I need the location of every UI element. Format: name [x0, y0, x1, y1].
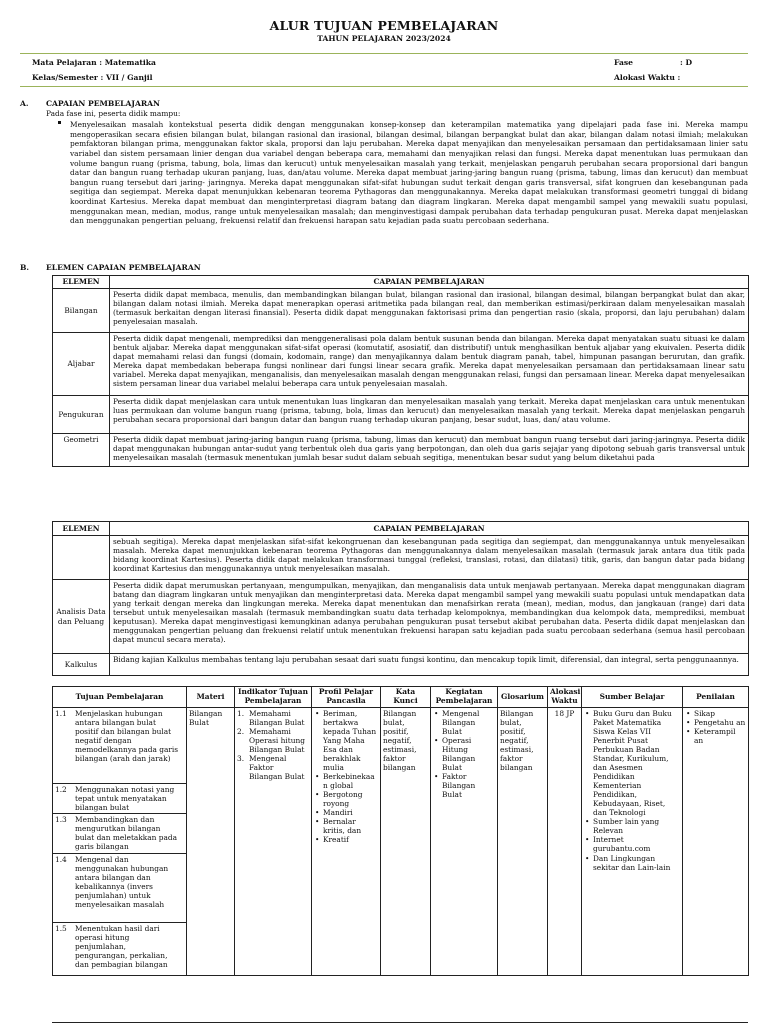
- tujuan-text: Mengenal dan menggunakan hubungan antara bilangan dan kebalikannya (invers penjumlahan) untuk menyelesaikan masalah: [75, 855, 169, 910]
- tujuan-row: [53, 708, 186, 784]
- tujuan-text: Menjelaskan hubungan antara bilangan bulat positif dan bilangan bulat negatif dengan memodelkannya pada garis bilangan (arah dan jarak): [75, 709, 179, 764]
- kegiatan-item: • Operasi Hitung Bilangan Bulat: [433, 736, 495, 772]
- capaian-header-2: CAPAIAN PEMBELAJARAN: [110, 522, 749, 536]
- profil-item: • Beriman, bertakwa kepada Tuhan Yang Maha Esa dan berakhlak mulia: [314, 709, 378, 772]
- elemen-geometri-cont: [53, 536, 110, 580]
- tp-header-profil: Profil Pelajar Pancasila: [312, 687, 381, 708]
- capaian-header: CAPAIAN PEMBELAJARAN: [110, 276, 749, 289]
- fase-value: : D: [680, 58, 693, 67]
- tujuan-row: [53, 854, 186, 923]
- square-bullet-icon: [58, 121, 61, 124]
- elemen-analisis-data: Analisis Data dan Peluang: [53, 580, 110, 654]
- tujuan-text: Membandingkan dan mengurutkan bilangan bulat dan meletakkan pada garis bilangan: [75, 815, 178, 852]
- penilaian-item: • Pengetahu an: [685, 718, 746, 727]
- sumber-item: • Dan Lingkungan sekitar dan Lain-lain: [584, 854, 680, 872]
- capaian-geometri-cont: sebuah segitiga). Mereka dapat menjelaskan sifat-sifat kekongruenan dan kesebangunan pada segitiga dan segiempat, dan menggunakannya untuk menyelesaikan masalah. Mereka dapat menunjukkan kebenaran teorema Pythagoras dan menggunakannya dalam menyelesaikan masalah (termasuk jarak antara dua titik pada bidang koordinat Kartesius). Peserta didik dapat melakukan transformasi tunggal (refleksi, translasi, rotasi, dan dilatasi) titik, garis, dan bangun datar pada bidang koordinat Kartesius dan menggunakannya untuk menyelesaikan masalah.: [110, 536, 749, 580]
- sumber-item: • Sumber lain yang Relevan: [584, 817, 680, 835]
- elemen-table-1: [52, 275, 749, 467]
- indikator-cell: [235, 708, 312, 976]
- penilaian-cell: [683, 708, 749, 976]
- sumber-item: • Buku Guru dan Buku Paket Matematika Siswa Kelas VII Penerbit Pusat Perbukuan Badan Standar, Kurikulum, dan Asesmen Pendidikan Kementerian Pendidikan, Kebudayaan, Riset, dan Teknologi: [584, 709, 680, 817]
- class-semester-field: Kelas/Semester : VII / Ganjil: [32, 73, 153, 82]
- tp-header-glosarium: Glosarium: [498, 687, 548, 708]
- penilaian-item: • Keterampil an: [685, 727, 746, 745]
- indikator-item: 2. Memahami Operasi hitung Bilangan Bulat: [237, 727, 305, 755]
- subject-field: Mata Pelajaran : Matematika: [32, 58, 156, 67]
- elemen-header-2: ELEMEN: [53, 522, 110, 536]
- section-a-number: A.: [20, 99, 29, 108]
- section-b-label: ELEMEN CAPAIAN PEMBELAJARAN: [46, 263, 201, 272]
- glosarium-cell: Bilangan bulat, positif, negatif, estimasi, faktor bilangan: [498, 708, 548, 976]
- tujuan-row: [53, 923, 186, 975]
- tp-header-kegiatan: Kegiatan Pembelajaran: [431, 687, 498, 708]
- kata-kunci-cell: Bilangan bulat, positif, negatif, estimasi, faktor bilangan: [381, 708, 431, 976]
- alokasi-cell: 18 JP: [548, 708, 582, 976]
- tp-header-tujuan: Tujuan Pembelajaran: [53, 687, 187, 708]
- profil-item: • Mandiri: [314, 808, 378, 817]
- tujuan-number: 1.4: [55, 855, 67, 864]
- tp-header-sumber: Sumber Belajar: [582, 687, 683, 708]
- capaian-kalkulus: Bidang kajian Kalkulus membahas tentang laju perubahan sesaat dari suatu fungsi kontinu, dan mencakup topik limit, diferensial, dan integral, serta penggunaannya.: [110, 654, 749, 676]
- tp-header-penilaian: Penilaian: [683, 687, 749, 708]
- elemen-kalkulus: Kalkulus: [53, 654, 110, 676]
- elemen-table-2: [52, 521, 749, 676]
- sumber-cell: [582, 708, 683, 976]
- tujuan-number: 1.2: [55, 785, 67, 794]
- tujuan-cell: [53, 708, 187, 976]
- profil-item: • Berkebinekaa n global: [314, 772, 378, 790]
- elemen-bilangan: Bilangan: [53, 289, 110, 333]
- tujuan-number: 1.1: [55, 709, 67, 718]
- elemen-geometri: Geometri: [53, 434, 110, 467]
- capaian-pengukuran: Peserta didik dapat menjelaskan cara untuk menentukan luas lingkaran dan menyelesaikan masalah yang terkait. Mereka dapat menjelaskan cara untuk menentukan luas permukaan dan volume bangun ruang (prisma, tabung, bola, limas dan kerucut) dan menyelesaikan masalah yang terkait. Mereka dapat menjelaskan pengaruh perubahan secara proporsional dari bangun datar dan bangun ruang terhadap ukuran panjang, besar sudut, luas, dan/ atau volume.: [110, 396, 749, 434]
- materi-cell: Bilangan Bulat: [187, 708, 235, 976]
- section-a-label: CAPAIAN PEMBELAJARAN: [46, 99, 160, 108]
- tujuan-text: Menggunakan notasi yang tepat untuk menyatakan bilangan bulat: [75, 785, 175, 813]
- profil-cell: [312, 708, 381, 976]
- indikator-item: 3. Mengenal Faktor Bilangan Bulat: [237, 754, 305, 782]
- profil-item: • Bernalar kritis, dan: [314, 817, 378, 835]
- tp-header-alokasi: Alokasi Waktu: [548, 687, 582, 708]
- fase-label: Fase: [614, 58, 634, 67]
- tujuan-text: Menentukan hasil dari operasi hitung penjumlahan, pengurangan, perkalian, dan pembagian bilangan: [75, 924, 168, 970]
- tp-header-indikator: Indikator Tujuan Pembelajaran: [235, 687, 312, 708]
- capaian-pembelajaran-text: Menyelesaikan masalah kontekstual peserta didik dengan menggunakan konsep-konsep dan keterampilan matematika yang dipelajari pada fase ini. Mereka mampu mengoperasikan secara efisien bilangan bulat, bilangan rasional dan irasional, bilangan desimal, bilangan berpangkat bulat dan akar, bilangan dalam notasi ilmiah; melakukan pemfaktoran bilangan prima, menggunakan faktor skala, proporsi dan laju perubahan. Mereka dapat menyajikan dan menyelesaikan persamaan dan pertidaksamaan linier satu variabel dan sistem persamaan linier dengan dua variabel dengan beberapa cara, memahami dan menyajikan relasi dan fungsi. Mereka dapat menentukan luas permukaan dan volume bangun ruang (prisma, tabung, bola, limas dan kerucut) untuk menyelesaikan masalah yang terkait, menjelaskan pengaruh perubahan secara proporsional dari bangun datar dan bangun ruang terhadap ukuran panjang, luas, dan/atau volume. Mereka dapat membuat jaring-jaring bangun ruang (prisma, tabung, limas dan kerucut) dan membuat bangun ruang tersebut dari jaring- jaringnya. Mereka dapat menggunakan sifat-sifat hubungan sudut terkait dengan garis transversal, sifat kongruen dan kesebangunan pada segitiga dan segiempat. Mereka dapat menunjukkan kebenaran teorema Pythagoras dan menggunakannya. Mereka dapat melakukan transformasi geometri tunggal di bidang koordinat Kartesius. Mereka dapat membuat dan menginterpretasi diagram batang dan diagram lingkaran. Mereka dapat mengambil sampel yang mewakili suatu populasi, menggunakan mean, median, modus, range untuk menyelesaikan masalah; dan menginvestigasi dampak perubahan data terhadap pengukuran pusat. Mereka dapat menjelaskan dan menggunakan pengertian peluang, frekuensi relatif dan frekuensi harapan satu kejadian pada suatu percobaan sederhana.: [70, 120, 748, 226]
- tujuan-row: [53, 814, 186, 854]
- meta-divider: [20, 86, 748, 87]
- sumber-item: • Internet gurubantu.com: [584, 835, 680, 853]
- tujuan-number: 1.5: [55, 924, 67, 933]
- indikator-item: 1. Memahami Bilangan Bulat: [237, 709, 305, 728]
- section-a-intro: Pada fase ini, peserta didik mampu:: [46, 109, 181, 118]
- elemen-header: ELEMEN: [53, 276, 110, 289]
- kegiatan-item: • Faktor Bilangan Bulat: [433, 772, 495, 799]
- kegiatan-cell: [431, 708, 498, 976]
- section-a-heading: [20, 99, 320, 109]
- capaian-analisis-data: Peserta didik dapat merumuskan pertanyaan, mengumpulkan, menyajikan, dan menganalisis data untuk menjawab pertanyaan. Mereka dapat menggunakan diagram batang dan diagram lingkaran untuk menyajikan dan menginterpretasi data. Mereka dapat mengambil sampel yang mewakili suatu populasi untuk mendapatkan data yang terkait dengan mereka dan lingkungan mereka. Mereka dapat menentukan dan menafsirkan rerata (mean), median, modus, dan jangkauan (range) dari data tersebut untuk menyelesaikan masalah (termasuk membandingkan suatu data terhadap kelompoknya, membandingkan dua kelompok data, memprediksi, membuat keputusan). Mereka dapat menginvestigasi kemungkinan adanya perubahan pengukuran pusat tersebut akibat perubahan data. Peserta didik dapat menjelaskan dan menggunakan pengertian peluang dan frekuensi relatif untuk menentukan frekuensi harapan satu kejadian pada suatu percobaan sederhana (semua hasil percobaan dapat muncul secara merata).: [110, 580, 749, 654]
- tujuan-number: 1.3: [55, 815, 67, 824]
- tp-header-materi: Materi: [187, 687, 235, 708]
- elemen-aljabar: Aljabar: [53, 333, 110, 396]
- tujuan-pembelajaran-table: [52, 686, 749, 976]
- penilaian-item: • Sikap: [685, 709, 746, 718]
- section-b-number: B.: [20, 263, 30, 272]
- elemen-pengukuran: Pengukuran: [53, 396, 110, 434]
- profil-item: • Kreatif: [314, 835, 378, 844]
- kegiatan-item: • Mengenal Bilangan Bulat: [433, 709, 495, 736]
- section-b-heading: [20, 263, 320, 273]
- header-divider: [20, 53, 748, 54]
- alokasi-waktu-field: Alokasi Waktu :: [614, 73, 681, 82]
- page-bottom-divider: [52, 1022, 748, 1023]
- document-title: ALUR TUJUAN PEMBELAJARAN: [269, 18, 499, 33]
- capaian-geometri: Peserta didik dapat membuat jaring-jaring bangun ruang (prisma, tabung, limas dan kerucut) dan membuat bangun ruang tersebut dari jaring-jaringnya. Peserta didik dapat menggunakan hubungan antar-sudut yang terbentuk oleh dua garis yang berpotongan, dan oleh dua garis sejajar yang dipotong sebuah garis transversal untuk menyelesaikan masalah (termasuk menentukan jumlah besar sudut dalam sebuah segitiga, menentukan besar sudut yang belum diketahui pada: [110, 434, 749, 467]
- capaian-bilangan: Peserta didik dapat membaca, menulis, dan membandingkan bilangan bulat, bilangan rasional dan irasional, bilangan desimal, bilangan berpangkat bulat dan akar, bilangan dalam notasi ilmiah. Mereka dapat menerapkan operasi aritmetika pada bilangan real, dan memberikan estimasi/perkiraan dalam menyelesaikan masalah (termasuk berkaitan dengan literasi finansial). Peserta didik dapat menggunakan faktorisasi prima dan pengertian rasio (skala, proporsi, dan laju perubahan) dalam penyelesaian masalah.: [110, 289, 749, 333]
- profil-item: • Bergotong royong: [314, 790, 378, 808]
- tujuan-row: [53, 784, 186, 814]
- document-subtitle: TAHUN PELAJARAN 2023/2024: [317, 34, 451, 43]
- capaian-aljabar: Peserta didik dapat mengenali, memprediksi dan menggeneralisasi pola dalam bentuk susunan benda dan bilangan. Mereka dapat menyatakan suatu situasi ke dalam bentuk aljabar. Mereka dapat menggunakan sifat-sifat operasi (komutatif, asosiatif, dan distributif) untuk menghasilkan bentuk aljabar yang ekuivalen. Peserta didik dapat memahami relasi dan fungsi (domain, kodomain, range) dan menyajikannya dalam bentuk diagram panah, tabel, himpunan pasangan berurutan, dan grafik. Mereka dapat membedakan beberapa fungsi nonlinear dari fungsi linear secara grafik. Mereka dapat menyelesaikan persamaan dan pertidaksamaan linear satu variabel. Mereka dapat menyajikan, menganalisis, dan menyelesaikan masalah dengan menggunakan relasi, fungsi dan persamaan linear. Mereka dapat menyelesaikan sistem persaman linear dua variabel melalui beberapa cara untuk penyelesaian masalah.: [110, 333, 749, 396]
- tp-header-kata-kunci: Kata Kunci: [381, 687, 431, 708]
